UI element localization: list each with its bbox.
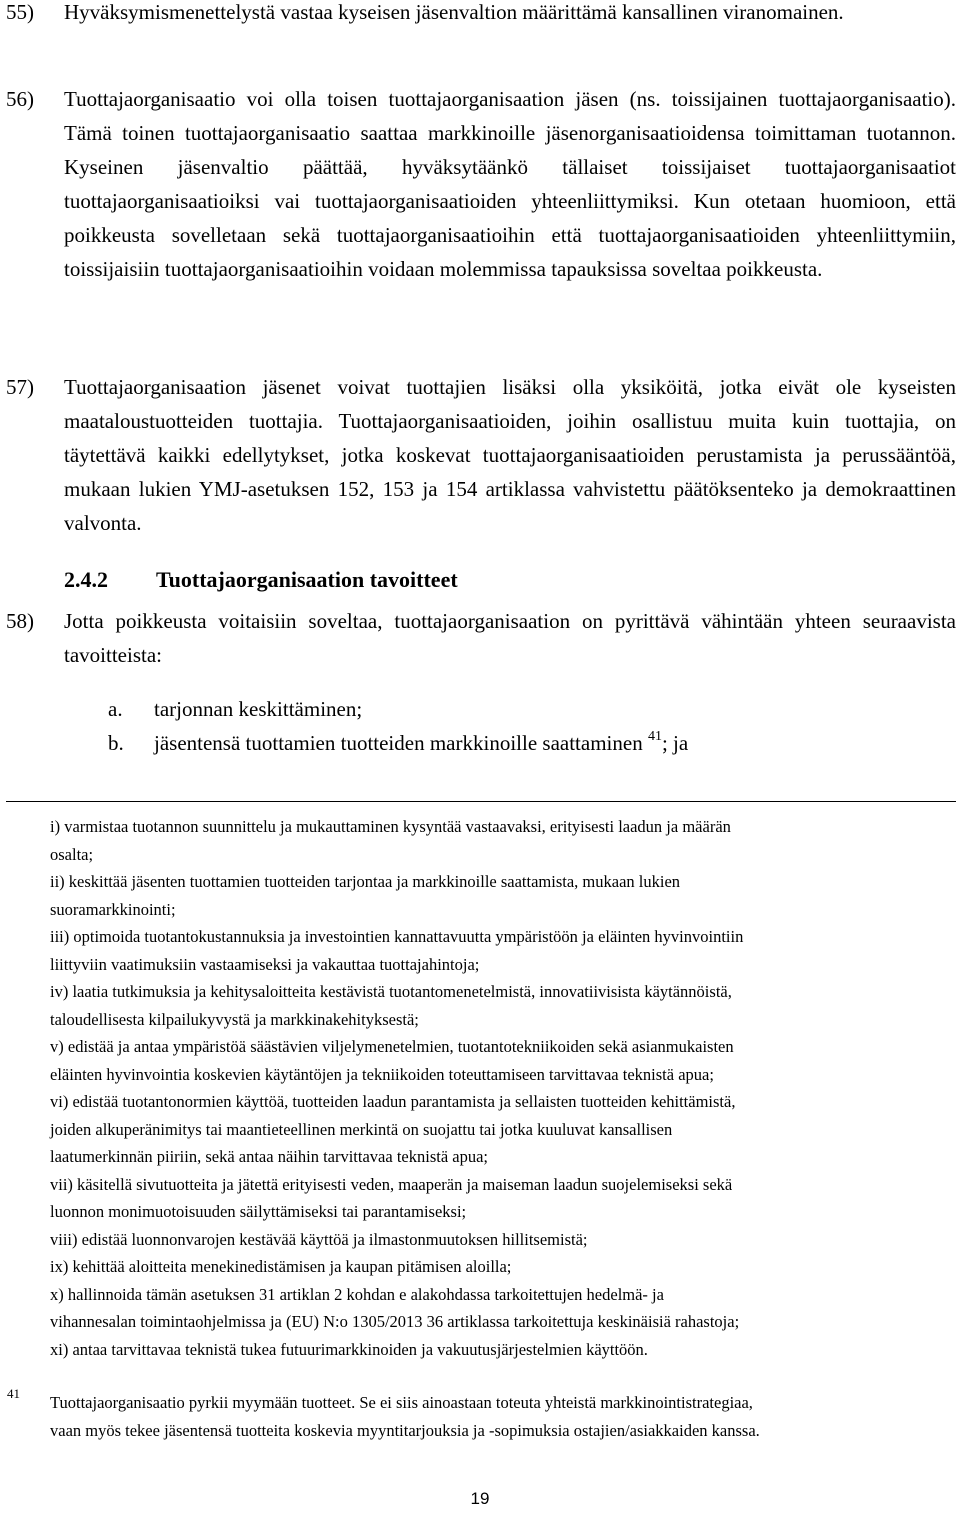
footnote-line: vii) käsitellä sivutuotteita ja jätettä erityisesti veden, maaperän ja maiseman laadun suojelemiseksi sekä [50, 1174, 733, 1194]
footnote-objectives-list [50, 813, 930, 1363]
section-number: 2.4.2 [64, 567, 108, 592]
paragraph-56 [6, 82, 956, 286]
list-item-b [108, 726, 688, 760]
paragraph-number: 56) [6, 87, 34, 111]
footnote-line: iv) laatia tutkimuksia ja kehitysaloitteita kestävistä tuotantomenetelmistä, innovatiivisista käytännöistä, [50, 982, 732, 1001]
footnote-line: eläinten hyvinvointia koskevien käytäntöjen ja tekniikoiden toteuttamiseen tarvittavaa teknistä apua; [50, 1064, 714, 1084]
section-heading [64, 563, 458, 597]
footnote-line: x) hallinnoida tämän asetuksen 31 artiklan 2 kohdan e alakohdassa tarkoitettujen hedelmä- ja [50, 1284, 664, 1304]
footnote-41 [50, 1389, 955, 1444]
paragraph-55 [6, 0, 956, 29]
footnote-line: ix) kehittää aloitteita menekinedistämisen ja kaupan pitämisen aloilla; [50, 1257, 512, 1276]
paragraph-text: Jotta poikkeusta voitaisiin soveltaa, tuottajaorganisaation on pyrittävä vähintään yhteen seuraavista tavoitteista: [64, 609, 956, 667]
page-number: 19 [470, 1489, 490, 1508]
footnote-line: liittyviin vaatimuksiin vastaamiseksi ja vakauttaa tuottajahintoja; [50, 954, 480, 974]
footnote-line: viii) edistää luonnonvarojen kestävää käyttöä ja ilmastonmuutoksen hillitsemistä; [50, 1229, 588, 1249]
footnote-separator [6, 801, 956, 802]
section-title: Tuottajaorganisaation tavoitteet [156, 567, 458, 592]
footnote-line: vaan myös tekee jäsentensä tuotteita koskevia myyntitarjouksia ja -sopimuksia ostajien/asiakkaiden kanssa. [50, 1420, 760, 1440]
footnote-line: luonnon monimuotoisuuden säilyttämiseksi tai parantamiseksi; [50, 1202, 467, 1221]
paragraph-58 [6, 604, 956, 672]
list-label: b. [108, 731, 124, 755]
footnote-line: v) edistää ja antaa ympäristöä säästävien viljelymenetelmien, tuotantotekniikoiden sekä asianmukaisten [50, 1037, 734, 1056]
paragraph-text: Hyväksymismenettelystä vastaa kyseisen jäsenvaltion määrittämä kansallinen viranomainen. [64, 0, 844, 24]
paragraph-text: Tuottajaorganisaatio voi olla toisen tuottajaorganisaation jäsen (ns. toissijainen tuottajaorganisaatio). Tämä toinen tuottajaorganisaatio saattaa markkinoille jäsenorganisaatioidensa toimittaman tuotannon. Kyseinen jäsenvaltio päättää, hyväksytäänkö tällaiset toissijaiset tuottajaorganisaatiot tuottajaorganisaatioiksi vai tuottajaorganisaatioiden yhteenliittymiksi. Kun otetaan huomioon, että poikkeusta sovelletaan sekä tuottajaorganisaatioihin että tuottajaorganisaatioiden yhteenliittymiin, toissijaisiin tuottajaorganisaatioihin voidaan molemmissa tapauksissa soveltaa poikkeusta. [64, 87, 956, 281]
footnote-line: osalta; [50, 844, 94, 864]
footnote-41-marker: 41 [7, 1386, 20, 1401]
footnote-line: suoramarkkinointi; [50, 899, 176, 919]
footnote-line: laatumerkinnän piiriin, sekä antaa näihin tarvittavaa teknistä apua; [50, 1147, 488, 1166]
footnote-line: xi) antaa tarvittavaa teknistä tukea futuurimarkkinoiden ja vakuutusjärjestelmien käyttöön. [50, 1339, 648, 1359]
footnote-line: ii) keskittää jäsenten tuottamien tuotteiden tarjontaa ja markkinoille saattamista, mukaan lukien [50, 872, 681, 891]
footnote-line: taloudellisesta kilpailukyvystä ja markkinakehityksestä; [50, 1009, 419, 1029]
list-item-a [108, 692, 362, 726]
list-text-end: ; ja [661, 731, 689, 755]
paragraph-57 [6, 370, 956, 540]
paragraph-number: 55) [6, 0, 34, 24]
footnote-line: vi) edistää tuotantonormien käyttöä, tuotteiden laadun parantamista ja sellaisten tuotteiden kehittämistä, [50, 1092, 736, 1111]
list-text: jäsentensä tuottamien tuotteiden markkinoille saattaminen [154, 731, 643, 755]
footnote-reference[interactable]: 41 [647, 729, 662, 744]
footnote-line: Tuottajaorganisaatio pyrkii myymään tuotteet. Se ei siis ainoastaan toteuta yhteistä markkinointistrategiaa, [50, 1393, 753, 1412]
paragraph-number: 58) [6, 609, 34, 633]
footnote-line: iii) optimoida tuotantokustannuksia ja investointien kannattavuutta ympäristöön ja eläinten hyvinvointiin [50, 927, 744, 946]
list-text: tarjonnan keskittäminen; [154, 697, 363, 721]
footnote-line: i) varmistaa tuotannon suunnittelu ja mukauttaminen kysyntää vastaavaksi, erityisesti laadun ja määrän [50, 817, 731, 836]
paragraph-text: Tuottajaorganisaation jäsenet voivat tuottajien lisäksi olla yksiköitä, jotka eivät ole kyseisten maataloustuotteiden tuottajia. Tuottajaorganisaatioiden, joihin osallistuu muita kuin tuottajia, on täytettävä kaikki edellytykset, jotka koskevat tuottajaorganisaatioiden perustamista ja perussääntöä, mukaan lukien YMJ-asetuksen 152, 153 ja 154 artiklassa vahvistettu päätöksenteko ja demokraattinen valvonta. [64, 375, 956, 535]
footnote-line: joiden alkuperänimitys tai maantieteellinen merkintä on suojattu tai jotka kuuluvat kansallisen [50, 1119, 673, 1139]
paragraph-number: 57) [6, 375, 34, 399]
footnote-line: vihannesalan toimintaohjelmissa ja (EU) N:o 1305/2013 36 artiklassa tarkoitettuja keskinäisiä rahastoja; [50, 1312, 740, 1331]
list-label: a. [108, 697, 123, 721]
